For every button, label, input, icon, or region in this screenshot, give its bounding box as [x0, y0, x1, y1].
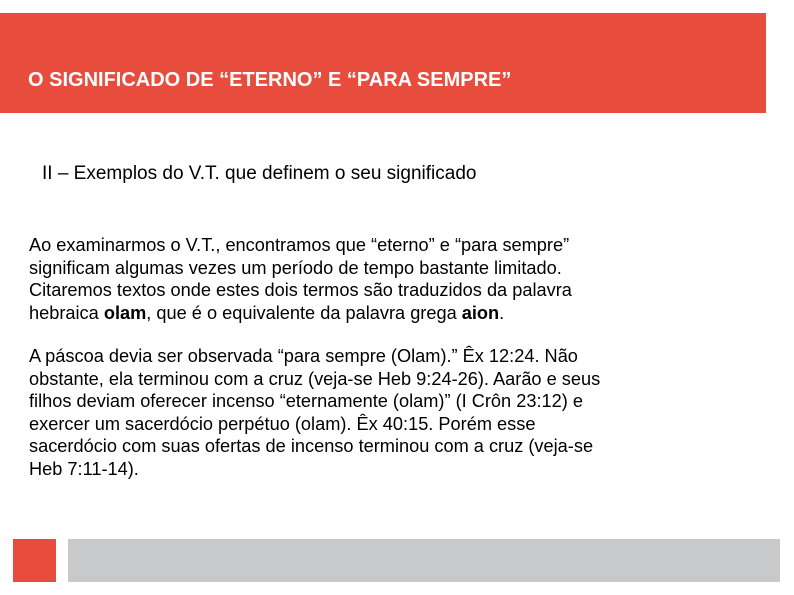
footer-bar [68, 539, 780, 582]
term-olam: olam [103, 302, 147, 323]
paragraph-examples [29, 345, 729, 480]
paragraph-intro-line-3: Citaremos textos onde estes dois termos são traduzidos da palavra [29, 280, 572, 300]
paragraph-intro-line-2: significam algumas vezes um período de tempo bastante limitado. [29, 257, 562, 278]
line-4-suffix: . [499, 302, 505, 323]
paragraph-examples-line-5: sacerdócio com suas ofertas de incenso terminou com a cruz (veja-se [29, 436, 594, 456]
term-aion: aion [461, 302, 500, 323]
paragraph-examples-line-1: A páscoa devia ser observada “para sempre (Olam).” Êx 12:24. Não [29, 346, 578, 366]
paragraph-examples-line-4: exercer um sacerdócio perpétuo (olam). Êx 40:15. Porém esse [29, 413, 536, 434]
paragraph-intro-line-1: Ao examinarmos o V.T., encontramos que “eterno” e “para sempre” [29, 235, 570, 255]
title-banner [0, 13, 766, 113]
line-4-prefix: hebraica [29, 302, 104, 323]
paragraph-examples-line-2: obstante, ela terminou com a cruz (veja-se Heb 9:24-26). Aarão e seus [29, 368, 601, 389]
paragraph-examples-line-3: filhos deviam oferecer incenso “eternamente (olam)” (I Crôn 23:12) e [29, 391, 583, 411]
paragraph-examples-line-6: Heb 7:11-14). [29, 458, 139, 479]
slide-subtitle: II – Exemplos do V.T. que definem o seu significado [42, 163, 477, 184]
paragraph-intro-line-4 [29, 302, 729, 325]
footer-accent-square [13, 539, 56, 582]
slide-title: O SIGNIFICADO DE “ETERNO” E “PARA SEMPRE” [28, 69, 512, 91]
line-4-middle: , que é o equivalente da palavra grega [146, 302, 462, 323]
paragraph-intro [29, 234, 729, 324]
